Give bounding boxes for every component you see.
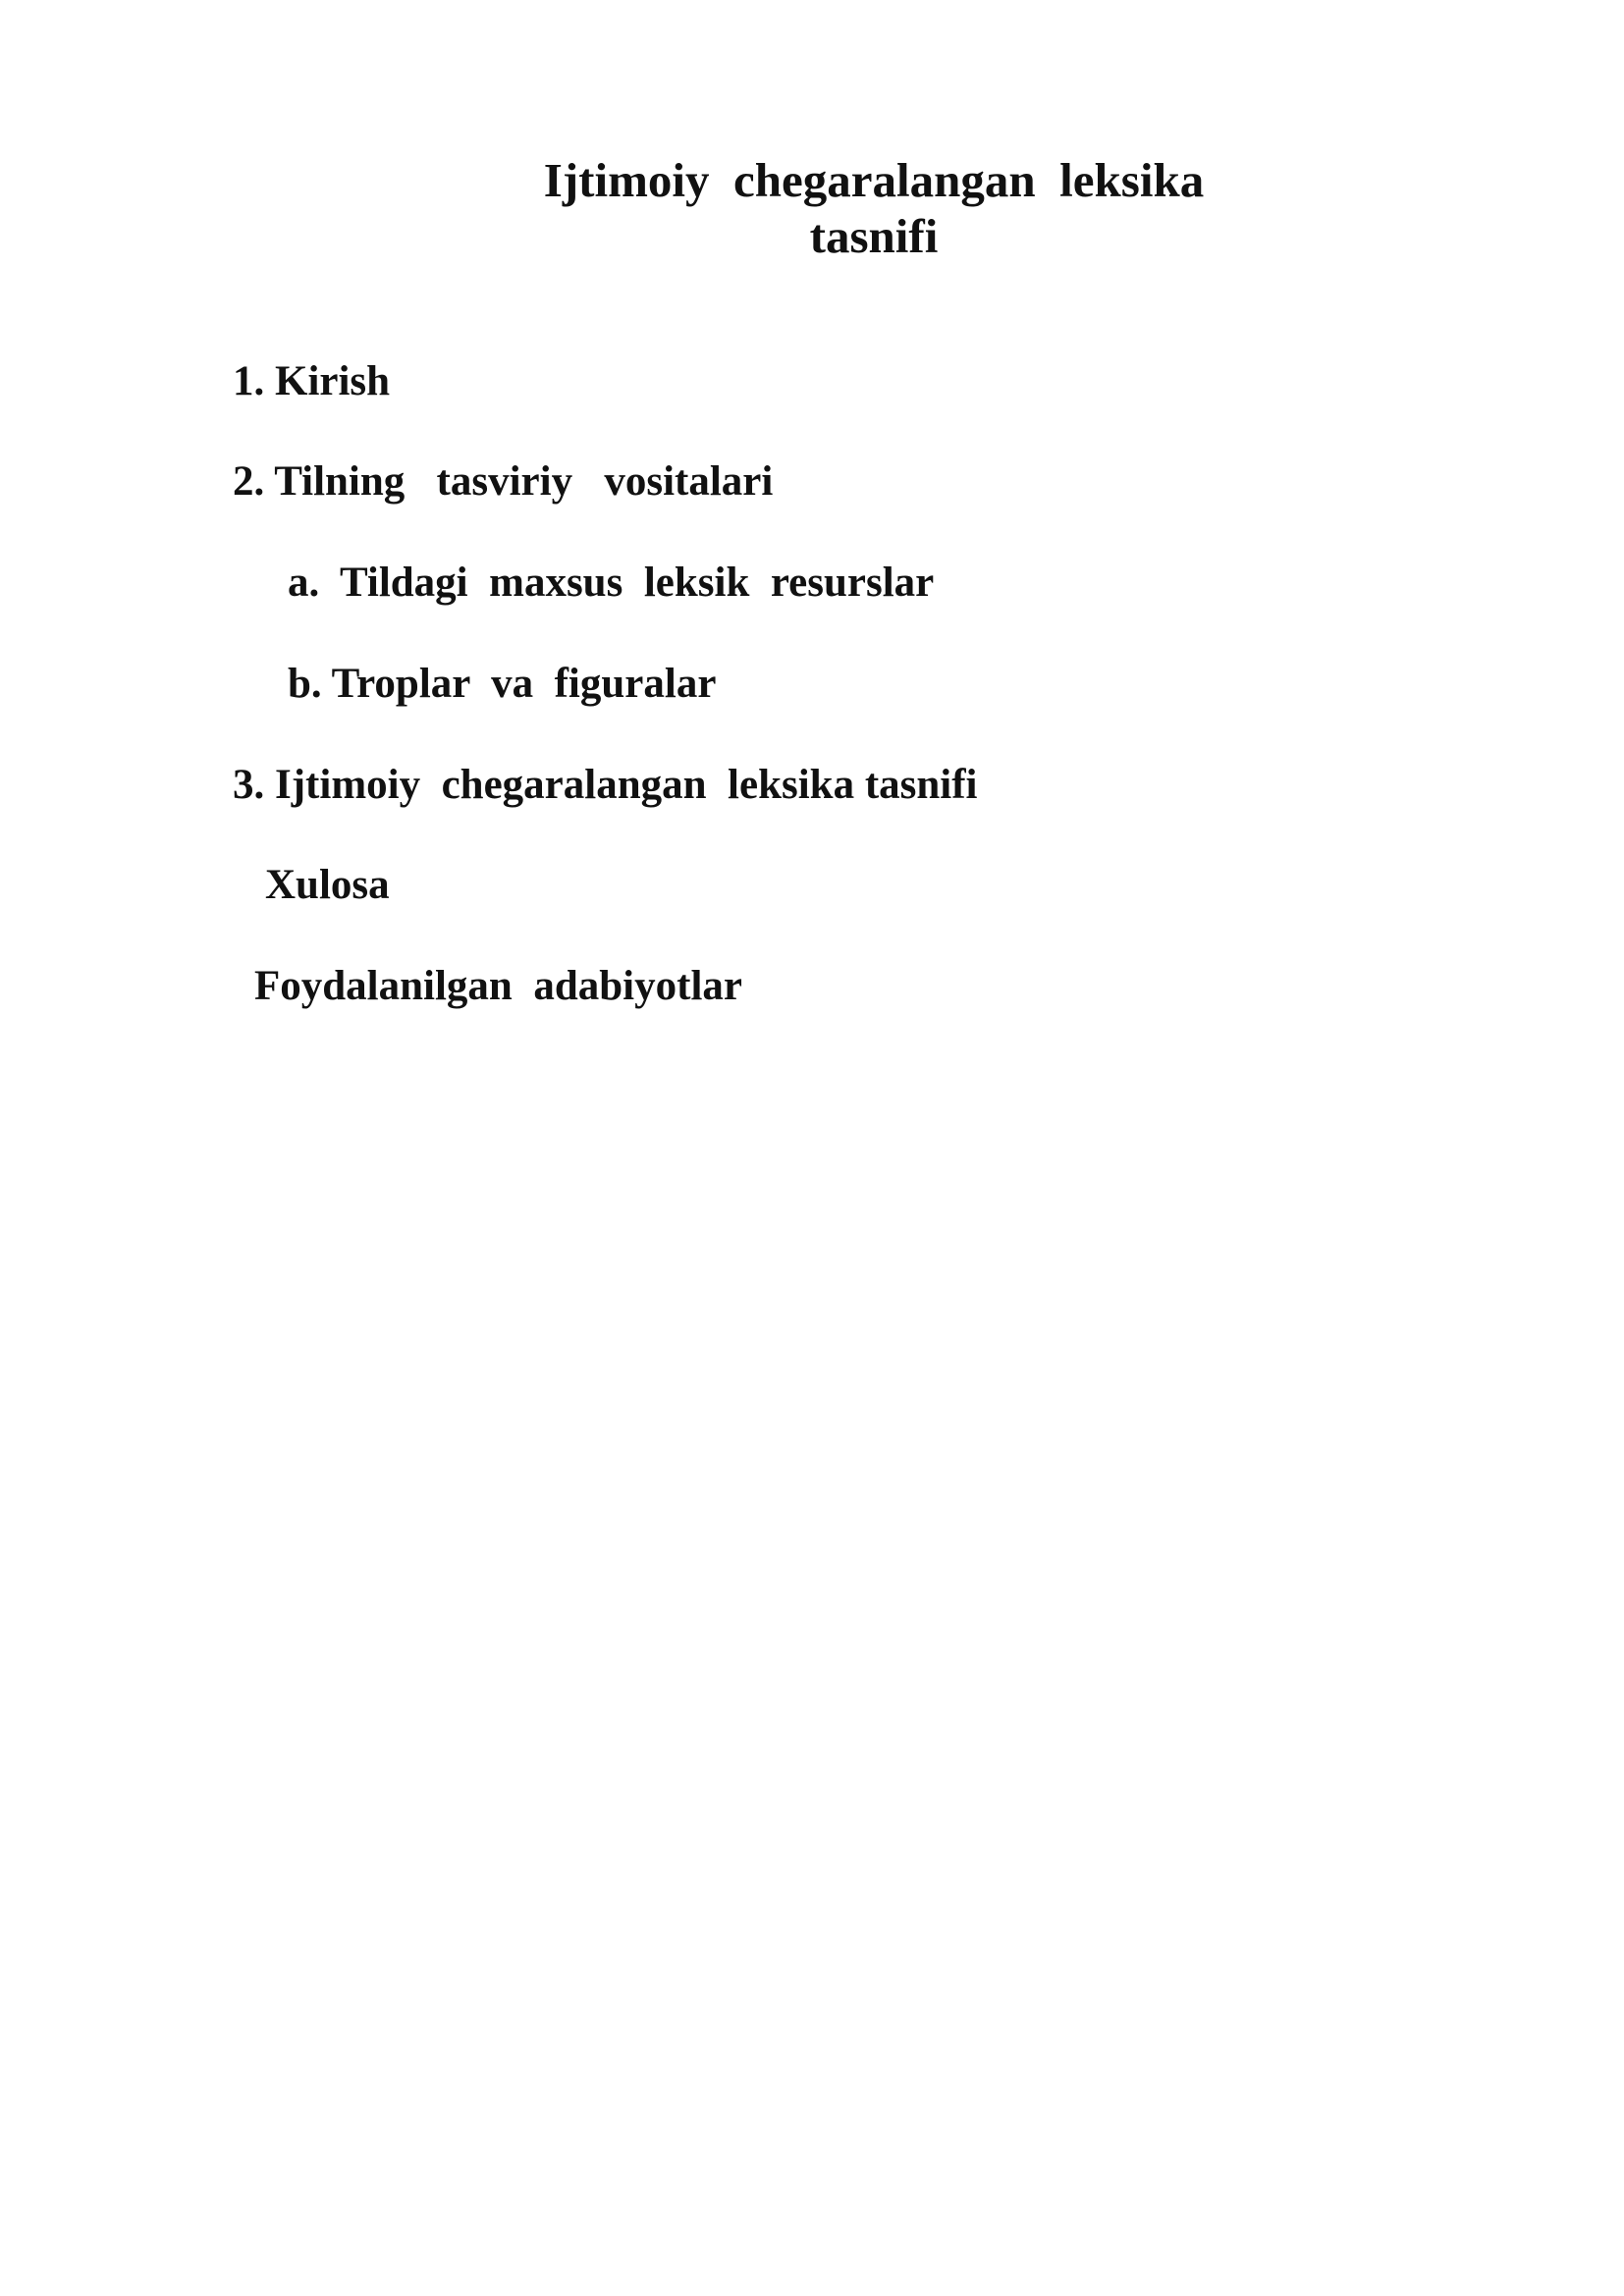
document-title: Ijtimoiy chegaralangan leksika tasnifi	[543, 153, 1205, 263]
toc-item-expressive-means: 2. Tilning tasviriy vositalari	[233, 458, 774, 505]
toc-item-restricted-lexicon: 3. Ijtimoiy chegaralangan leksika tasnifi	[233, 762, 978, 808]
toc-item-conclusion: Xulosa	[265, 862, 390, 908]
toc-subitem-tropes-figures: b. Troplar va figuralar	[288, 661, 717, 707]
toc-subitem-lexical-resources: a. Tildagi maxsus leksik resurslar	[288, 560, 935, 606]
toc-item-references: Foydalanilgan adabiyotlar	[254, 963, 742, 1009]
toc-item-introduction: 1. Kirish	[233, 358, 391, 404]
